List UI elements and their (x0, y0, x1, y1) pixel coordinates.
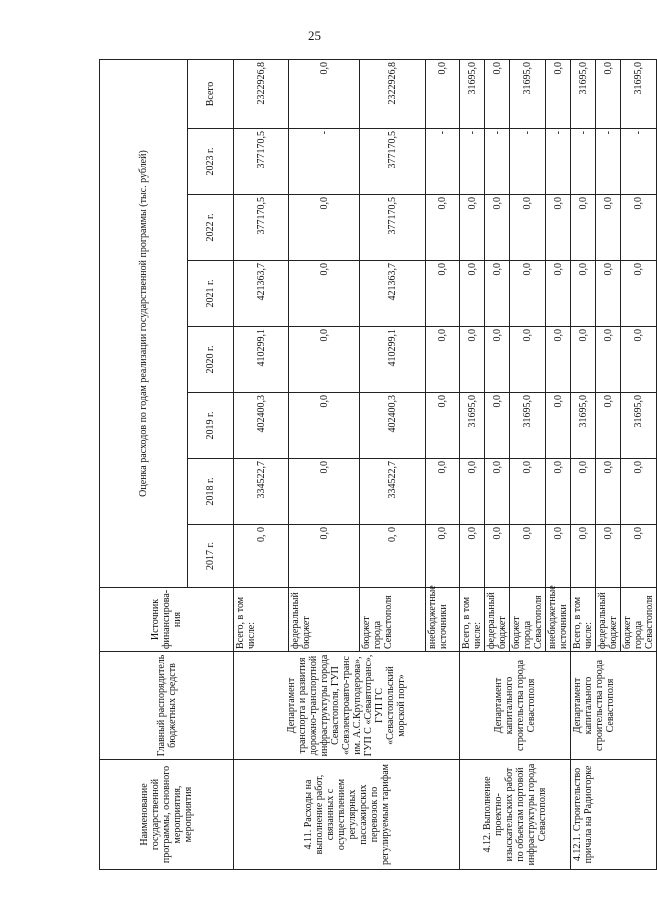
value-cell: 0,0 (426, 195, 460, 261)
total-cell: 31695,0 (621, 60, 657, 129)
value-cell: 0,0 (621, 327, 657, 393)
source-cell: бюджет города Севастополя (510, 588, 546, 652)
value-cell: 0,0 (510, 195, 546, 261)
value-cell: 0, 0 (234, 525, 289, 588)
value-cell: 402400,3 (360, 393, 426, 459)
value-cell: - (621, 129, 657, 195)
value-cell: 0,0 (510, 459, 546, 525)
value-cell: 0,0 (546, 195, 571, 261)
value-cell: 0,0 (289, 393, 360, 459)
rotated-table-wrapper (99, 60, 655, 870)
value-cell: 0,0 (460, 525, 485, 588)
table-row (234, 60, 289, 870)
value-cell: 0,0 (485, 195, 510, 261)
page-number: 25 (308, 28, 321, 43)
program-name-cell: 4.12. Выполнение проектно-изыскательских работ по объектам портовой инфраструктуры города Севастополя (460, 760, 571, 870)
source-cell: Всего, в том числе: (460, 588, 485, 652)
value-cell: 0,0 (426, 393, 460, 459)
value-cell: 377170,5 (234, 195, 289, 261)
value-cell: 0,0 (289, 195, 360, 261)
manager-cell: Департамент капитального строительства города Севастополя (460, 652, 571, 760)
value-cell: 0,0 (596, 525, 621, 588)
value-cell: 31695,0 (571, 393, 596, 459)
total-cell: 31695,0 (571, 60, 596, 129)
value-cell: 0,0 (571, 195, 596, 261)
table-row (460, 60, 485, 870)
value-cell: 0,0 (289, 261, 360, 327)
value-cell: 0,0 (289, 525, 360, 588)
source-cell: федеральный бюджет (596, 588, 621, 652)
value-cell: 0,0 (485, 261, 510, 327)
value-cell: 0,0 (485, 459, 510, 525)
col-header-manager: Главный распорядитель бюджетных средств (100, 652, 234, 760)
total-cell: 0,0 (546, 60, 571, 129)
value-cell: 0,0 (546, 393, 571, 459)
value-cell: 0,0 (485, 327, 510, 393)
value-cell: - (596, 129, 621, 195)
value-cell: 31695,0 (621, 393, 657, 459)
value-cell: - (426, 129, 460, 195)
value-cell: 0,0 (571, 327, 596, 393)
value-cell: 0,0 (546, 525, 571, 588)
value-cell: 0,0 (460, 327, 485, 393)
value-cell: 0,0 (596, 459, 621, 525)
value-cell: 0,0 (571, 525, 596, 588)
source-cell: внебюджетные источники (426, 588, 460, 652)
total-cell: 0,0 (426, 60, 460, 129)
source-cell: бюджет города Севастополя (360, 588, 426, 652)
total-cell: 0,0 (485, 60, 510, 129)
value-cell: - (289, 129, 360, 195)
value-cell: 0,0 (460, 195, 485, 261)
value-cell: 31695,0 (510, 393, 546, 459)
value-cell: - (485, 129, 510, 195)
value-cell: 0,0 (596, 327, 621, 393)
col-header-year: 2021 г. (188, 261, 234, 327)
col-header-year: 2023 г. (188, 129, 234, 195)
table-stage (99, 60, 655, 870)
manager-cell: Департамент капитального строительства города Севастополя (571, 652, 657, 760)
value-cell: 0,0 (426, 459, 460, 525)
value-cell: 0,0 (571, 459, 596, 525)
program-name-cell: 4.12.1. Строительство причала на Радиогорке (571, 760, 657, 870)
col-header-year: 2022 г. (188, 195, 234, 261)
value-cell: 0,0 (621, 459, 657, 525)
total-cell: 2322926,8 (234, 60, 289, 129)
value-cell: 377170,5 (234, 129, 289, 195)
col-header-year: 2020 г. (188, 327, 234, 393)
col-header-year: 2019 г. (188, 393, 234, 459)
value-cell: 410299,1 (234, 327, 289, 393)
value-cell: - (571, 129, 596, 195)
source-cell: бюджет города Севастополя (621, 588, 657, 652)
value-cell: 0,0 (546, 327, 571, 393)
value-cell: 0,0 (289, 327, 360, 393)
value-cell: 0,0 (510, 525, 546, 588)
value-cell: 0, 0 (360, 525, 426, 588)
col-header-year: 2017 г. (188, 525, 234, 588)
budget-table (99, 59, 657, 870)
value-cell: 0,0 (460, 261, 485, 327)
value-cell: 421363,7 (234, 261, 289, 327)
value-cell: 31695,0 (460, 393, 485, 459)
value-cell: 334522,7 (234, 459, 289, 525)
value-cell: 0,0 (460, 459, 485, 525)
table-row (571, 60, 596, 870)
col-header-estimate: Оценка расходов по годам реализации государственной программы (тыс. рублей) (100, 60, 188, 588)
source-cell: федеральный бюджет (485, 588, 510, 652)
source-cell: Всего, в том числе: (571, 588, 596, 652)
program-name-cell: 4.11. Расходы на выполнение работ, связанных с осуществлением регулярных пассажирских перевозок по регулируемым тарифам (234, 760, 460, 870)
value-cell: - (460, 129, 485, 195)
value-cell: 0,0 (596, 195, 621, 261)
value-cell: 0,0 (621, 525, 657, 588)
total-cell: 31695,0 (460, 60, 485, 129)
value-cell: 0,0 (621, 195, 657, 261)
manager-cell: Департамент транспорта и развития дорожно-транспортной инфраструктуры города Севастополя, ГУП «Севэлектроавто-транс им. А.С.Круподерова», ГУП С «Севавтотранс», ГУП ГС «Севастопольский морской порт» (234, 652, 460, 760)
value-cell: 402400,3 (234, 393, 289, 459)
value-cell: 377170,5 (360, 195, 426, 261)
value-cell: 0,0 (546, 459, 571, 525)
col-header-year: 2018 г. (188, 459, 234, 525)
value-cell: 421363,7 (360, 261, 426, 327)
col-header-source: Источник финансирова-ния (100, 588, 234, 652)
value-cell: 0,0 (596, 393, 621, 459)
value-cell: 0,0 (596, 261, 621, 327)
value-cell: 410299,1 (360, 327, 426, 393)
value-cell: 0,0 (426, 261, 460, 327)
value-cell: 0,0 (485, 525, 510, 588)
total-cell: 31695,0 (510, 60, 546, 129)
value-cell: 0,0 (571, 261, 596, 327)
col-header-total: Всего (188, 60, 234, 129)
value-cell: 0,0 (510, 327, 546, 393)
total-cell: 0,0 (596, 60, 621, 129)
source-cell: Всего, в том числе: (234, 588, 289, 652)
source-cell: внебюджетные источники (546, 588, 571, 652)
value-cell: - (546, 129, 571, 195)
value-cell: 0,0 (546, 261, 571, 327)
total-cell: 2322926,8 (360, 60, 426, 129)
source-cell: федеральный бюджет (289, 588, 360, 652)
value-cell: 0,0 (485, 393, 510, 459)
value-cell: 0,0 (426, 525, 460, 588)
value-cell: 0,0 (426, 327, 460, 393)
total-cell: 0,0 (289, 60, 360, 129)
col-header-program: Наименование государственной программы, основного мероприятия, мероприятия (100, 760, 234, 870)
value-cell: 0,0 (621, 261, 657, 327)
value-cell: 377170,5 (360, 129, 426, 195)
value-cell: 0,0 (289, 459, 360, 525)
value-cell: 334522,7 (360, 459, 426, 525)
value-cell: - (510, 129, 546, 195)
value-cell: 0,0 (510, 261, 546, 327)
